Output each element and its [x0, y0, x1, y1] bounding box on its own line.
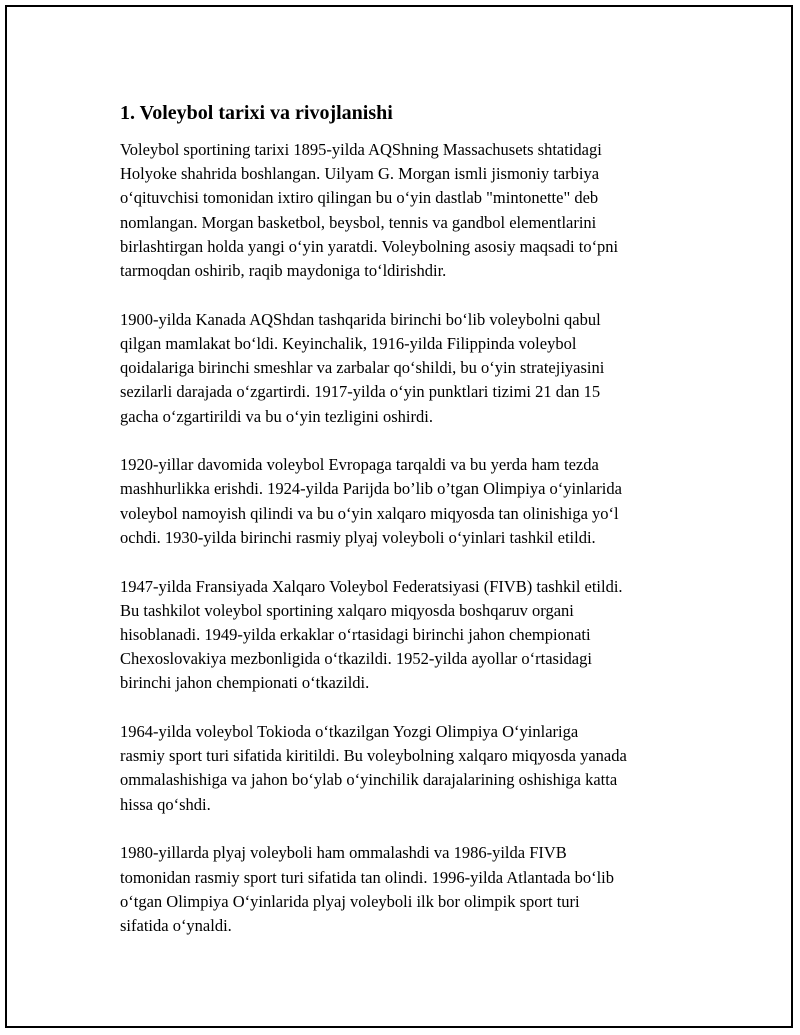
text-line: ommalashishiga va jahon bo‘ylab o‘yinchilik darajalarining oshishiga katta — [120, 770, 618, 790]
text-line: voleybol namoyish qilindi va bu o‘yin xalqaro miqyosda tan olinishiga yo‘l — [120, 503, 619, 523]
text-line: hisoblanadi. 1949-yilda erkaklar o‘rtasidagi birinchi jahon chempionati — [120, 624, 591, 644]
text-line: tomonidan rasmiy sport turi sifatida tan olindi. 1996-yilda Atlantada bo‘lib — [120, 867, 615, 887]
text-line: hissa qo‘shdi. — [120, 794, 211, 814]
page-frame — [5, 5, 793, 1028]
text-line: qilgan mamlakat bo‘ldi. Keyinchalik, 1916-yilda Filippinda voleybol — [120, 333, 577, 353]
text-line: o‘qituvchisi tomonidan ixtiro qilingan bu o‘yin dastlab "mintonette" deb — [120, 188, 599, 208]
text-line: o‘tgan Olimpiya O‘yinlarida plyaj voleyboli ilk bor olimpik sport turi — [120, 891, 580, 911]
text-line: birinchi jahon chempionati o‘tkazildi. — [120, 673, 370, 693]
paragraph — [120, 138, 710, 283]
section-heading: 1. Voleybol tarixi va rivojlanishi — [120, 102, 393, 124]
paragraph — [120, 308, 710, 429]
text-line: mashhurlikka erishdi. 1924-yilda Parijda bo’lib o’tgan Olimpiya o‘yinlarida — [120, 479, 622, 499]
paragraph-list — [120, 138, 710, 938]
paragraph — [120, 575, 710, 696]
text-line: gacha o‘zgartirildi va bu o‘yin tezligini oshirdi. — [120, 406, 433, 426]
text-line: Chexoslovakiya mezbonligida o‘tkazildi. 1952-yilda ayollar o‘rtasidagi — [120, 649, 592, 669]
text-line: Voleybol sportining tarixi 1895-yilda AQShning Massachusets shtatidagi — [120, 140, 602, 159]
text-line: sifatida o‘ynaldi. — [120, 915, 232, 935]
text-line: birlashtirgan holda yangi o‘yin yaratdi. Voleybolning asosiy maqsadi to‘pni — [120, 236, 619, 256]
text-line: ochdi. 1930-yilda birinchi rasmiy plyaj voleyboli o‘yinlari tashkil etildi. — [120, 527, 596, 547]
document-body — [120, 101, 710, 963]
text-line: rasmiy sport turi sifatida kiritildi. Bu voleybolning xalqaro miqyosda yanada — [120, 746, 627, 766]
text-line: 1900-yilda Kanada AQShdan tashqarida birinchi bo‘lib voleybolni qabul — [120, 309, 601, 329]
text-line: qoidalariga birinchi smeshlar va zarbalar qo‘shildi, bu o‘yin stratejiyasini — [120, 358, 605, 378]
text-line: Bu tashkilot voleybol sportining xalqaro miqyosda boshqaruv organi — [120, 600, 574, 620]
paragraph — [120, 841, 710, 938]
text-line: 1964-yilda voleybol Tokioda o‘tkazilgan Yozgi Olimpiya O‘yinlariga — [120, 722, 579, 742]
text-line: tarmoqdan oshirib, raqib maydoniga to‘ldirishdir. — [120, 261, 447, 281]
text-line: 1920-yillar davomida voleybol Evropaga tarqaldi va bu yerda ham tezda — [120, 455, 599, 475]
text-line: Holyoke shahrida boshlangan. Uilyam G. Morgan ismli jismoniy tarbiya — [120, 164, 600, 184]
text-line: nomlangan. Morgan basketbol, beysbol, tennis va gandbol elementlarini — [120, 212, 597, 232]
text-line: 1947-yilda Fransiyada Xalqaro Voleybol Federatsiyasi (FIVB) tashkil etildi. — [120, 576, 623, 596]
paragraph — [120, 453, 710, 550]
paragraph — [120, 720, 710, 817]
text-line: sezilarli darajada o‘zgartirdi. 1917-yilda o‘yin punktlari tizimi 21 dan 15 — [120, 382, 601, 402]
text-line: 1980-yillarda plyaj voleyboli ham ommalashdi va 1986-yilda FIVB — [120, 843, 567, 863]
